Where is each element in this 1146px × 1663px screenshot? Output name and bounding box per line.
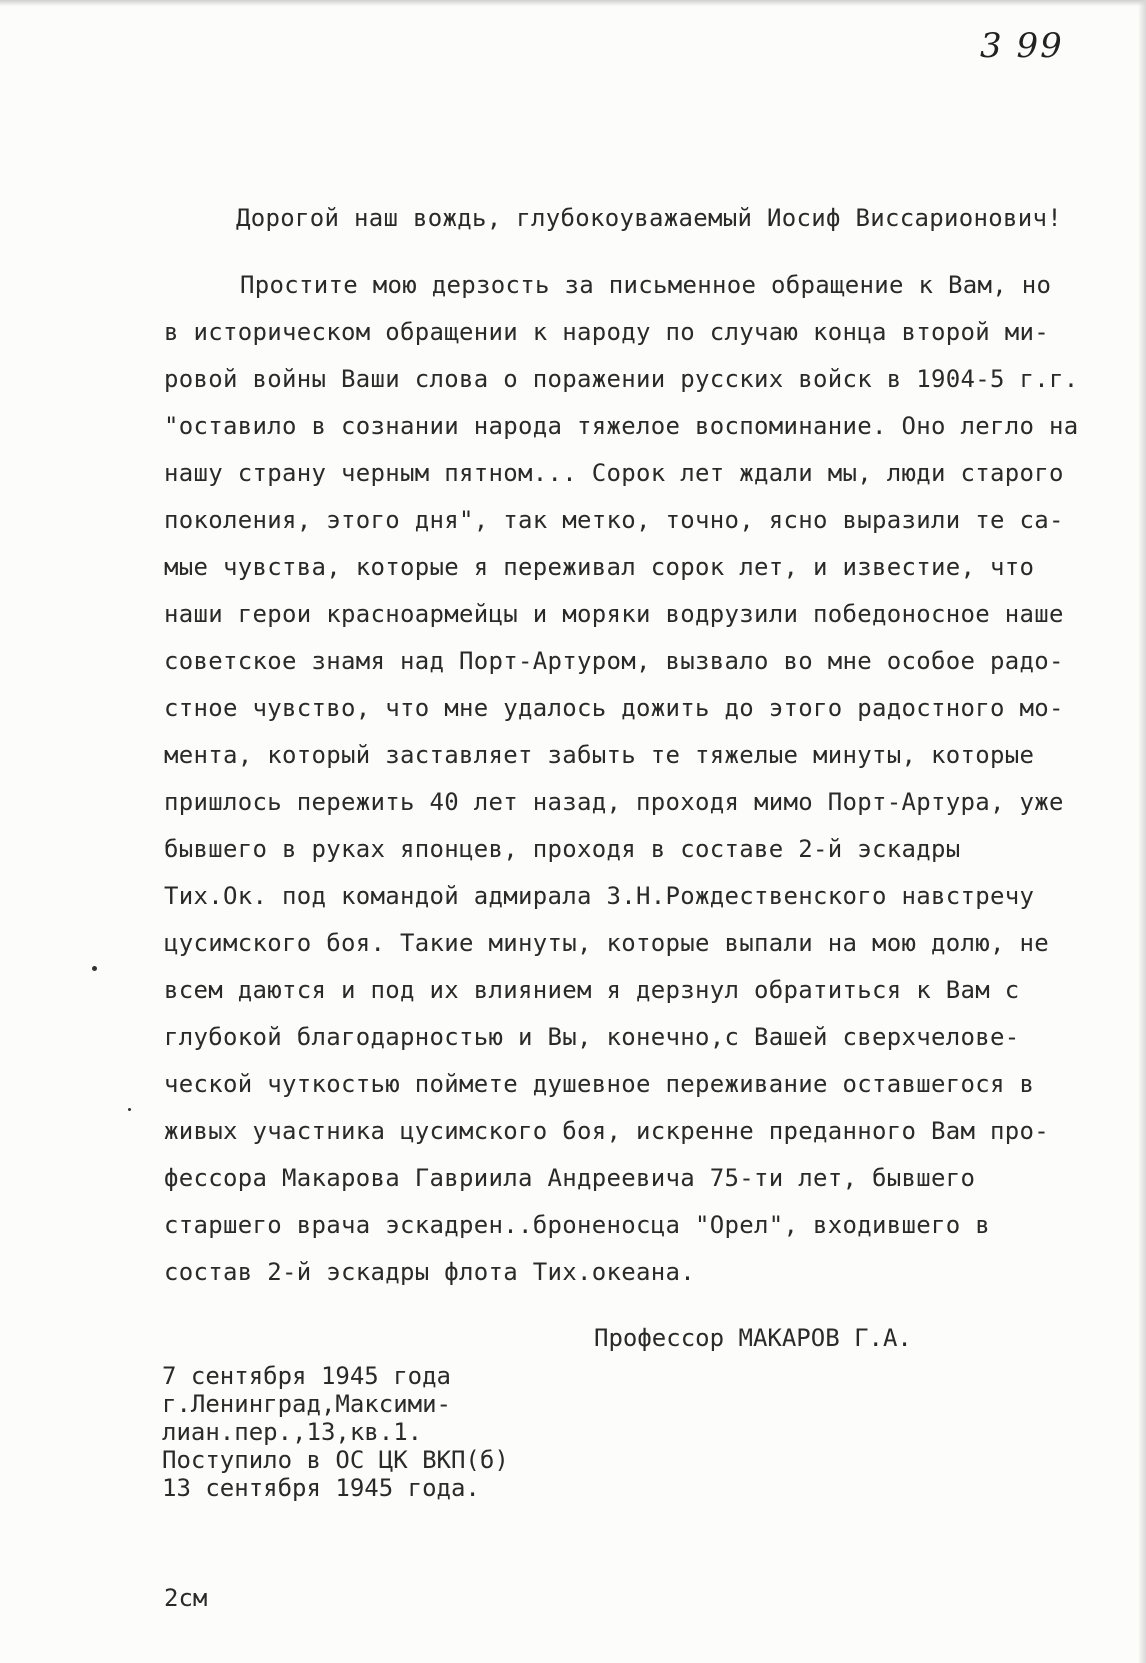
date-and-address-block: [162, 1362, 451, 1446]
footer-code: 2см: [164, 1584, 208, 1612]
body-line: фессора Макарова Гавриила Андреевича 75-ти лет, бывшего: [164, 1164, 976, 1192]
letter-body: [164, 262, 1114, 1296]
body-line: "оставило в сознании народа тяжелое воспоминание. Оно легло на: [164, 412, 1079, 440]
body-line: в историческом обращении к народу по случаю конца второй ми-: [164, 318, 1049, 346]
paper-speck: [128, 1108, 131, 1111]
body-line: старшего врача эскадрен..броненосца "Орел", входившего в: [164, 1211, 990, 1239]
body-line: советское знамя над Порт-Артуром, вызвало во мне особое радо-: [164, 647, 1064, 675]
body-line: Тих.Ок. под командой адмирала З.Н.Рождественского навстречу: [164, 882, 1035, 910]
body-line: бывшего в руках японцев, проходя в составе 2-й эскадры: [164, 835, 961, 863]
page-top-edge-shadow: [0, 0, 1146, 6]
received-date-line: 13 сентября 1945 года.: [162, 1474, 480, 1502]
address-line: г.Ленинград,Максими-: [162, 1390, 451, 1418]
received-line: Поступило в ОС ЦК ВКП(б): [162, 1446, 509, 1474]
body-line: нашу страну черным пятном... Сорок лет ждали мы, люди старого: [164, 459, 1064, 487]
page-right-edge-shadow: [1138, 0, 1146, 1663]
body-line: поколения, этого дня", так метко, точно, ясно выразили те са-: [164, 506, 1064, 534]
body-line: мые чувства, которые я переживал сорок лет, и известие, что: [164, 553, 1035, 581]
body-line: стное чувство, что мне удалось дожить до этого радостного мо-: [164, 694, 1064, 722]
date-line: 7 сентября 1945 года: [162, 1362, 451, 1390]
paper-speck: [92, 966, 97, 971]
signature-line: Профессор МАКАРОВ Г.А.: [594, 1324, 912, 1352]
body-line: Простите мою дерзость за письменное обращение к Вам, но: [240, 271, 1052, 299]
address-line: лиан.пер.,13,кв.1.: [162, 1418, 423, 1446]
letter-salutation: Дорогой наш вождь, глубокоуважаемый Иосиф Виссарионович!: [236, 204, 1062, 232]
body-line: живых участника цусимского боя, искренне преданного Вам про-: [164, 1117, 1049, 1145]
body-line: ческой чуткостью поймете душевное переживание оставшегося в: [164, 1070, 1035, 1098]
body-line: состав 2-й эскадры флота Тих.океана.: [164, 1258, 695, 1286]
body-line: пришлось пережить 40 лет назад, проходя мимо Порт-Артура, уже: [164, 788, 1064, 816]
body-line: глубокой благодарностью и Вы, конечно,с Вашей сверхчелове-: [164, 1023, 1020, 1051]
body-line: ровой войны Ваши слова о поражении русских войск в 1904-5 г.г.: [164, 365, 1079, 393]
handwritten-page-number: 3 99: [980, 26, 1064, 66]
body-line: мента, который заставляет забыть те тяжелые минуты, которые: [164, 741, 1035, 769]
received-note: [162, 1446, 509, 1502]
body-line: цусимского боя. Такие минуты, которые выпали на мою долю, не: [164, 929, 1049, 957]
body-line: наши герои красноармейцы и моряки водрузили победоносное наше: [164, 600, 1064, 628]
body-line: всем даются и под их влиянием я дерзнул обратиться к Вам с: [164, 976, 1020, 1004]
